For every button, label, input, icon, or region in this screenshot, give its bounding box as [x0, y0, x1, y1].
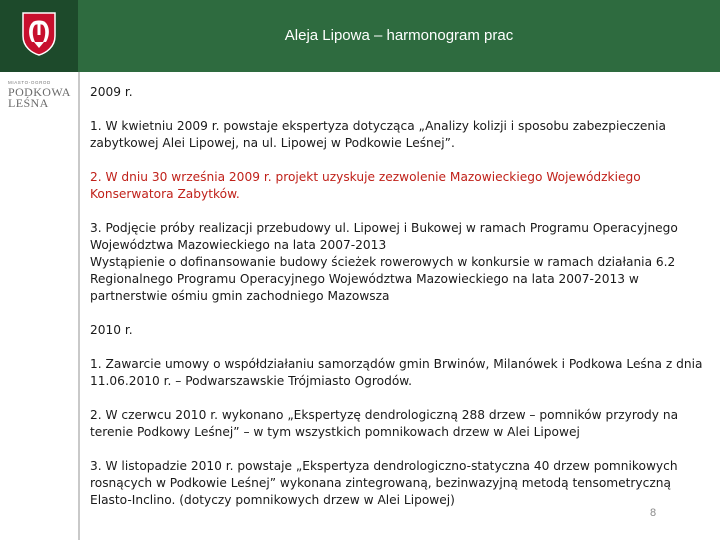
coat-of-arms-icon — [22, 12, 56, 56]
year-heading-2010: 2010 r. — [90, 323, 133, 337]
item-2010-2: 2. W czerwcu 2010 r. wykonano „Ekspertyzę dendrologiczną 288 drzew – pomników przyrody na terenie Podkowy Leśnej” – w tym wszystkich pomnikowach drzew w Alei Lipowej — [90, 408, 679, 439]
coat-of-arms-area — [0, 0, 78, 72]
logo-line-1: PODKOWA — [8, 85, 71, 99]
year-heading-2009: 2009 r. — [90, 85, 133, 99]
slide-header — [0, 0, 720, 72]
sidebar — [0, 72, 78, 540]
item-2009-3-part-b: Wystąpienie o dofinansowanie budowy ścieżek rowerowych w konkursie w ramach działania 6.2 Regionalnego Programu Operacyjnego Województwa Mazowieckiego na lata 2007-2013 w partnerstwie ośmiu gmin zachodniego Mazowsza — [90, 255, 676, 303]
item-2009-1: 1. W kwietniu 2009 r. powstaje ekspertyza dotycząca „Analizy kolizji i sposobu zabezpieczenia zabytkowej Alei Lipowej, na ul. Lipowej w Podkowie Leśnej”. — [90, 119, 667, 150]
item-2009-3 — [90, 220, 710, 305]
item-2010-1: 1. Zawarcie umowy o współdziałaniu samorządów gmin Brwinów, Milanówek i Podkowa Leśna z dnia 11.06.2010 r. – Podwarszawskie Trójmiasto Ogrodów. — [90, 357, 703, 388]
town-logo — [8, 80, 74, 109]
item-2009-3-part-a: 3. Podjęcie próby realizacji przebudowy ul. Lipowej i Bukowej w ramach Programu Operacyjnego Województwa Mazowieckiego na lata 2007-2013 — [90, 221, 678, 252]
logo-top-line: MIASTO-OGROD — [8, 80, 51, 85]
item-2010-3: 3. W listopadzie 2010 r. powstaje „Ekspertyza dendrologiczno-statyczna 40 drzew pomnikowych rosnących w Podkowie Leśnej” wykonana zintegrowaną, bezinwazyjną metodą tensometryczną Elasto-Inclino. (dotyczy pomnikowych drzew w Alei Lipowej) — [90, 459, 678, 507]
logo-line-2: LEŚNA — [8, 96, 49, 110]
slide-title: Aleja Lipowa – harmonogram prac — [284, 27, 514, 44]
slide-content — [90, 84, 710, 526]
page-number: 8 — [650, 507, 657, 519]
item-2009-2: 2. W dniu 30 września 2009 r. projekt uzyskuje zezwolenie Mazowieckiego Wojewódzkiego Konserwatora Zabytków. — [90, 170, 641, 201]
vertical-divider — [78, 72, 80, 540]
